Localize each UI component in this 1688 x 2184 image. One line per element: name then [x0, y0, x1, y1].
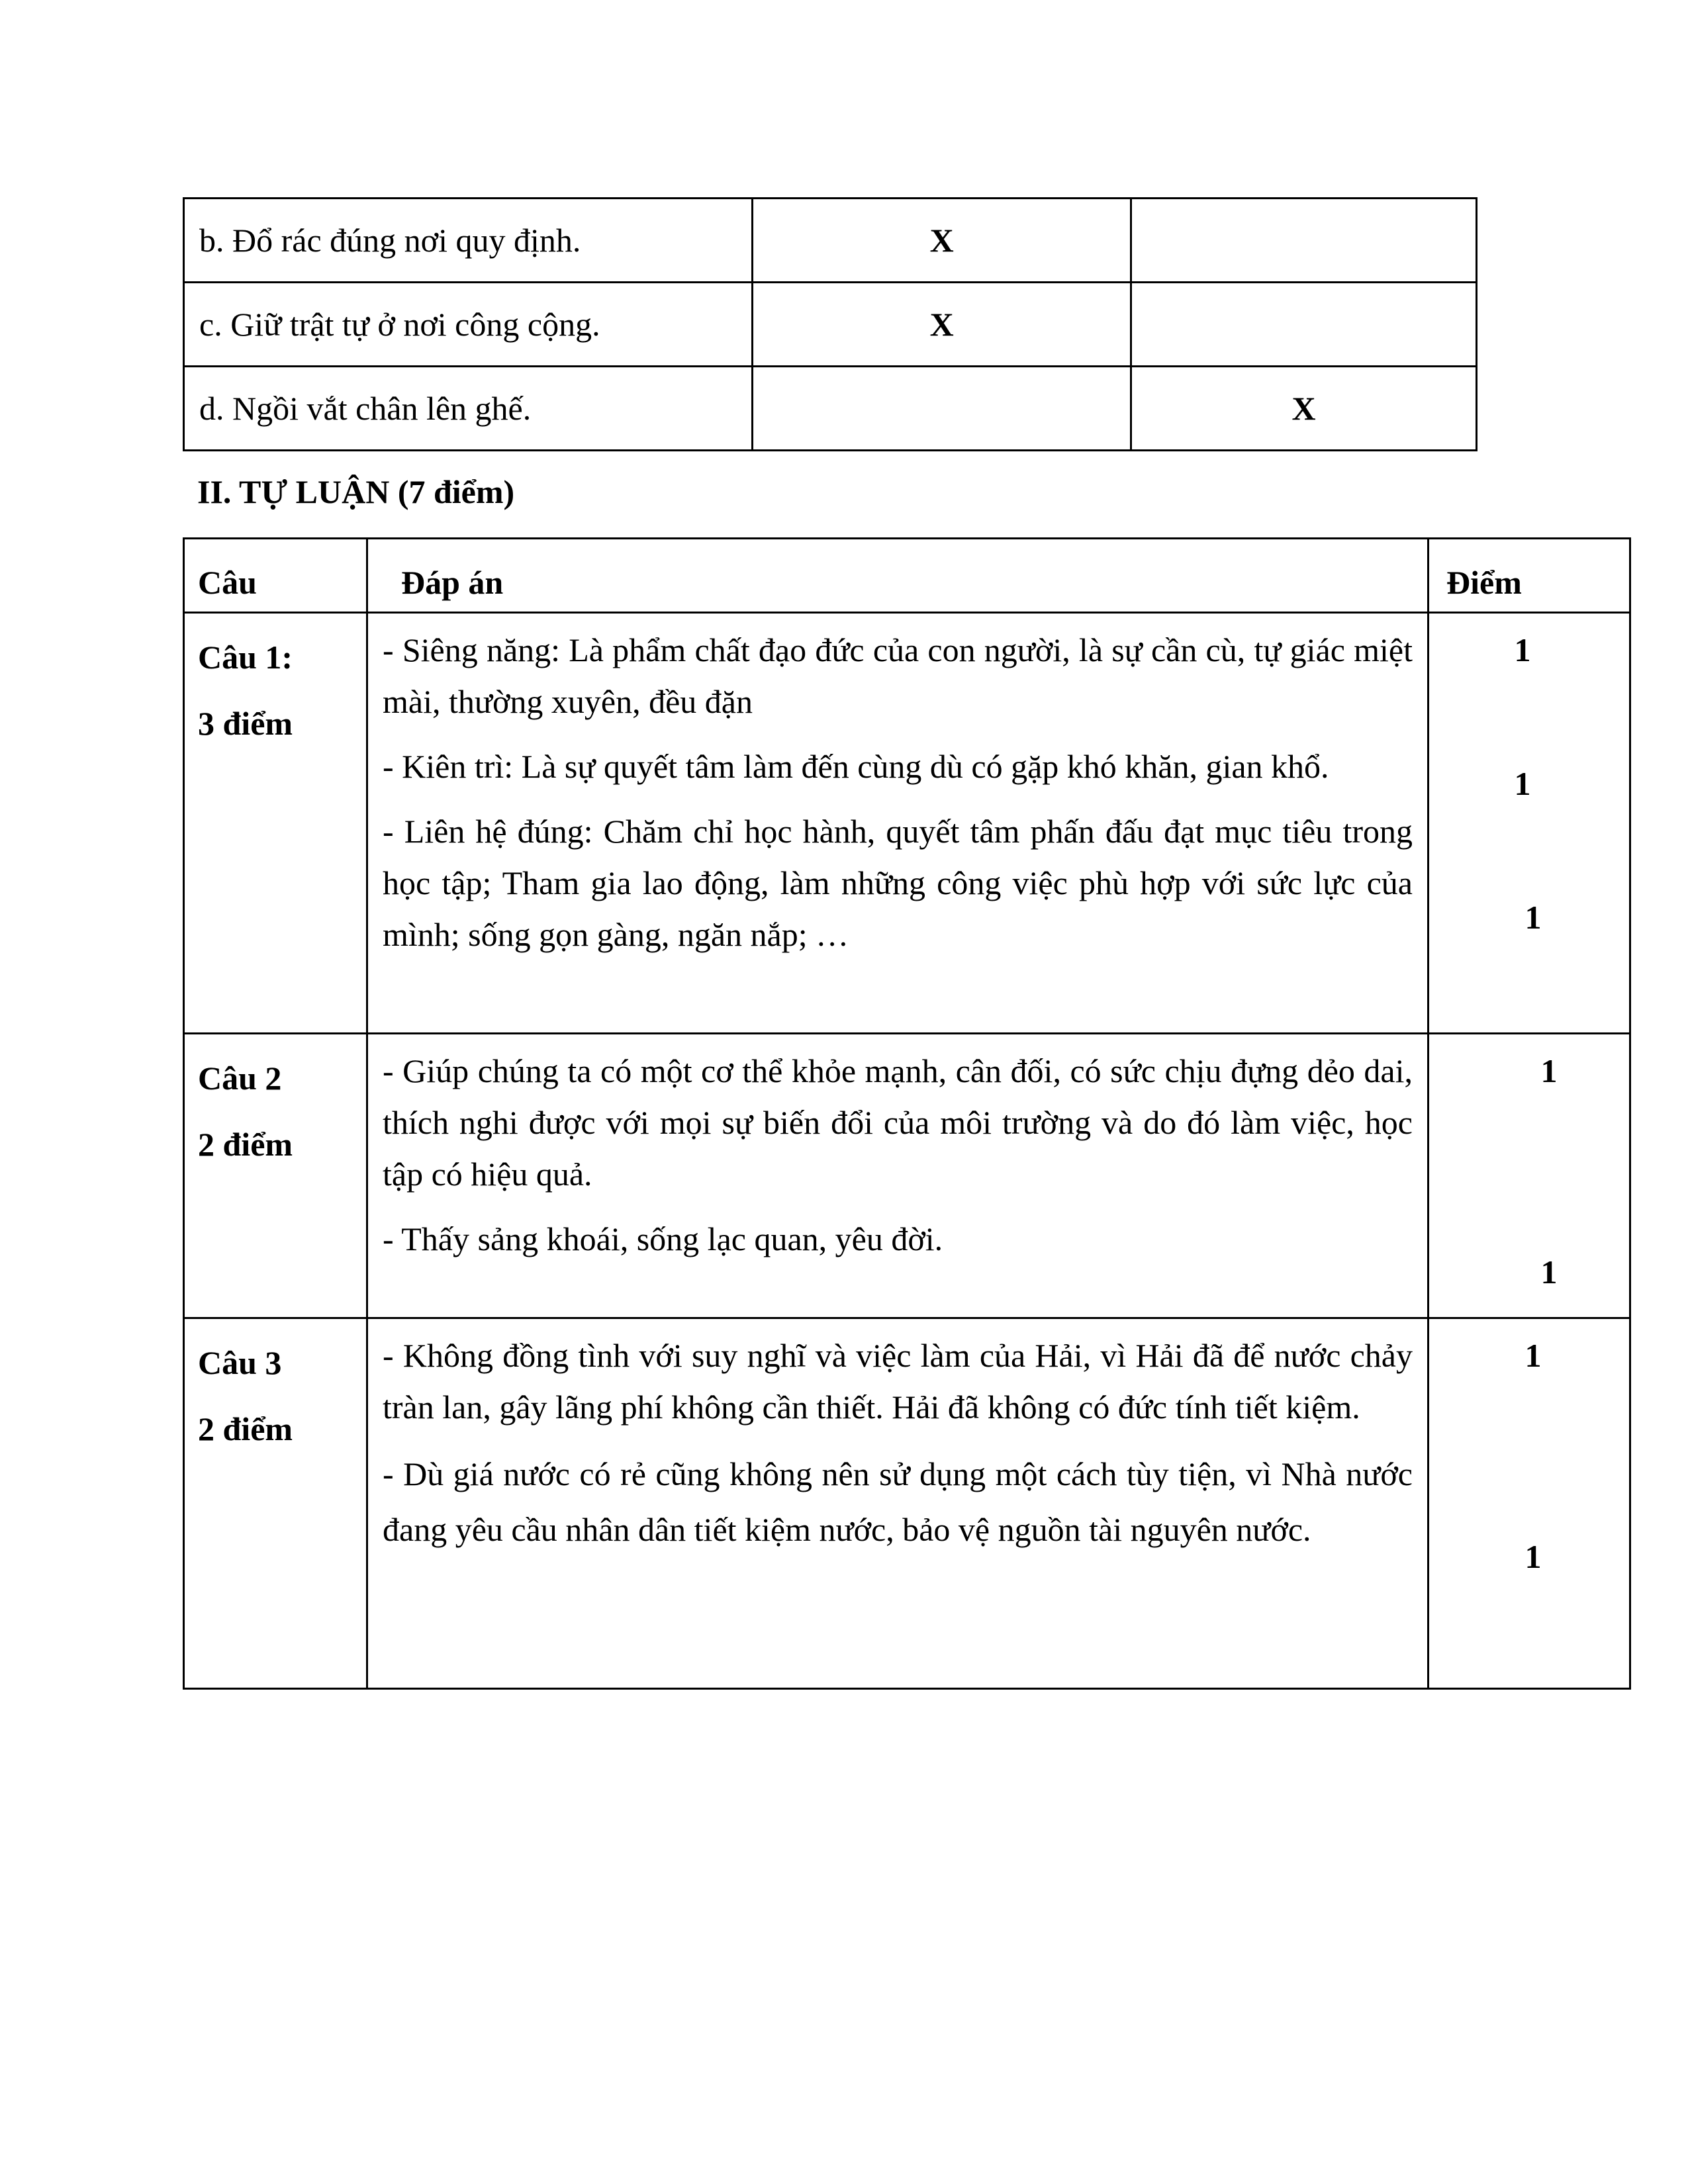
mark-cell: X	[753, 199, 1131, 283]
table-row	[184, 199, 1477, 283]
answer-cell	[367, 613, 1429, 1034]
question-label: Câu 2	[198, 1060, 282, 1097]
score-value: 1	[1514, 765, 1531, 802]
mark-cell	[1131, 283, 1477, 367]
score-value: 1	[1524, 899, 1542, 936]
true-false-table	[183, 197, 1477, 451]
score-value: 1	[1540, 1253, 1558, 1291]
question-cell	[184, 613, 367, 1034]
score-value: 1	[1540, 1052, 1558, 1089]
answer-item: - Liên hệ đúng: Chăm chỉ học hành, quyết tâm phấn đấu đạt mục tiêu trong học tập; Tham gia lao động, làm những công việc phù hợp với sức lực của mình; sống gọn gàng, ngăn nắp; …	[383, 813, 1413, 953]
question-cell	[184, 1034, 367, 1318]
answer-item: - Thấy sảng khoái, sống lạc quan, yêu đời.	[383, 1220, 943, 1257]
header-points: Điểm	[1429, 539, 1630, 613]
score-value: 1	[1524, 1538, 1542, 1575]
question-cell	[184, 1318, 367, 1689]
statement-cell: d. Ngồi vắt chân lên ghế.	[184, 367, 753, 451]
score-value: 1	[1514, 631, 1531, 668]
table-row	[184, 367, 1477, 451]
mark-cell	[753, 367, 1131, 451]
statement-cell: b. Đổ rác đúng nơi quy định.	[184, 199, 753, 283]
mark-cell: X	[1131, 367, 1477, 451]
question-points: 2 điểm	[198, 1126, 293, 1163]
answer-item: - Dù giá nước có rẻ cũng không nên sử dụng một cách tùy tiện, vì Nhà nước đang yêu cầu nhân dân tiết kiệm nước, bảo vệ nguồn tài nguyên nước.	[383, 1455, 1413, 1548]
statement-cell: c. Giữ trật tự ở nơi công cộng.	[184, 283, 753, 367]
table-header-row	[184, 539, 1630, 613]
question-label: Câu 1:	[198, 639, 293, 676]
question-points: 2 điểm	[198, 1410, 293, 1447]
score-cell	[1429, 1034, 1630, 1318]
answer-cell	[367, 1318, 1429, 1689]
table-row	[184, 1034, 1630, 1318]
header-answer: Đáp án	[367, 539, 1429, 613]
answer-item: - Giúp chúng ta có một cơ thể khỏe mạnh, cân đối, có sức chịu đựng dẻo dai, thích nghi được với mọi sự biến đổi của môi trường và do đó làm việc, học tập có hiệu quả.	[383, 1052, 1413, 1193]
essay-answer-table	[183, 537, 1631, 1690]
mark-cell: X	[753, 283, 1131, 367]
score-value: 1	[1524, 1337, 1542, 1374]
table-row	[184, 1318, 1630, 1689]
score-cell	[1429, 1318, 1630, 1689]
question-label: Câu 3	[198, 1344, 282, 1381]
header-question: Câu	[184, 539, 367, 613]
score-cell	[1429, 613, 1630, 1034]
answer-item: - Kiên trì: Là sự quyết tâm làm đến cùng dù có gặp khó khăn, gian khổ.	[383, 748, 1329, 785]
table-row	[184, 613, 1630, 1034]
mark-cell	[1131, 199, 1477, 283]
answer-item: - Siêng năng: Là phẩm chất đạo đức của con người, là sự cần cù, tự giác miệt mài, thường xuyên, đều đặn	[383, 631, 1413, 720]
section-heading: II. TỰ LUẬN (7 điểm)	[197, 473, 515, 510]
question-points: 3 điểm	[198, 705, 293, 742]
answer-item: - Không đồng tình với suy nghĩ và việc làm của Hải, vì Hải đã để nước chảy tràn lan, gây lãng phí không cần thiết. Hải đã không có đức tính tiết kiệm.	[383, 1337, 1413, 1426]
answer-cell	[367, 1034, 1429, 1318]
table-row	[184, 283, 1477, 367]
